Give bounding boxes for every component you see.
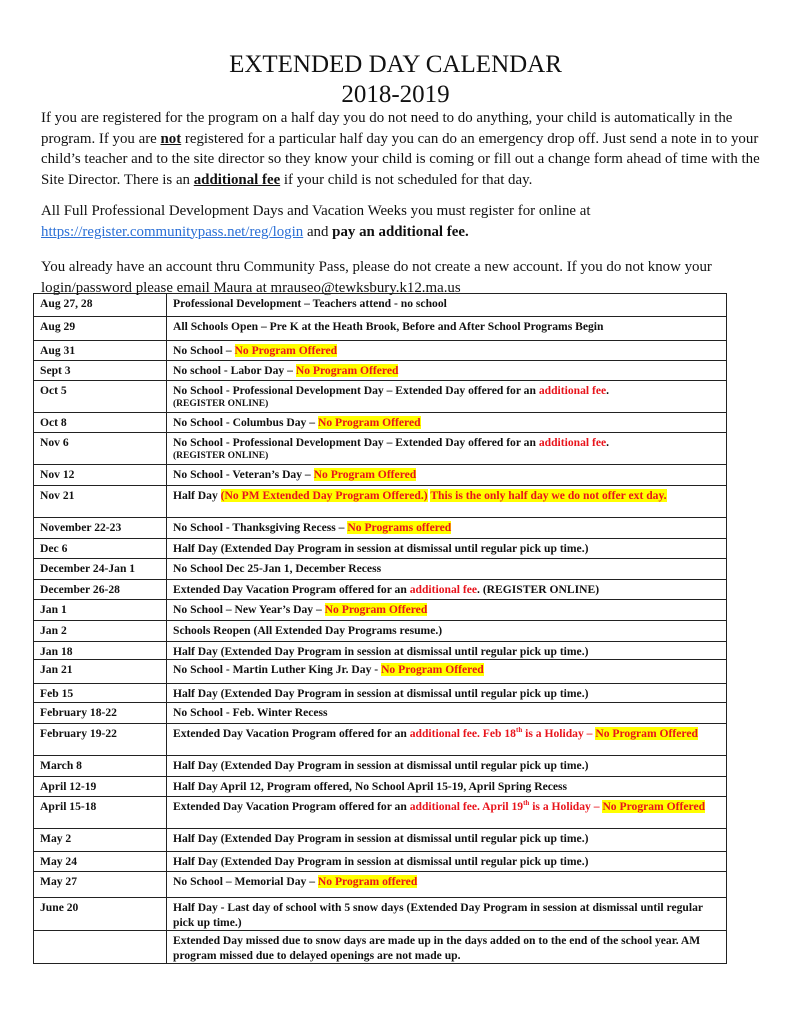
calendar-date: [34, 931, 167, 964]
calendar-row: [34, 931, 727, 964]
calendar-row: [34, 898, 727, 931]
calendar-date: March 8: [34, 756, 167, 777]
calendar-date: Aug 27, 28: [34, 294, 167, 317]
calendar-row: [34, 317, 727, 341]
description-text: No School - Veteran’s Day –: [173, 468, 314, 481]
calendar-date: April 15-18: [34, 797, 167, 829]
description-text: No School Dec 25-Jan 1, December Recess: [173, 562, 382, 575]
calendar-description: [167, 486, 727, 518]
description-text: Half Day April 12, Program offered, No School April 15-19, April Spring Recess: [173, 780, 568, 793]
description-text: No School - Columbus Day –: [173, 416, 318, 429]
calendar-date: Aug 29: [34, 317, 167, 341]
no-program-highlight: No Program Offered: [595, 727, 698, 740]
calendar-row: [34, 580, 727, 600]
fee-notice-text: additional fee: [538, 384, 607, 397]
intro-text: registered for a particular half day you can do an emergency drop off. Just send a note in to your child’s teacher and to the site director so they know your child is coming or fill out a change form ahead of time with the Site Director. There is an: [41, 130, 760, 188]
calendar-description: [167, 518, 727, 539]
calendar-row: [34, 703, 727, 724]
community-pass-link[interactable]: https://register.communitypass.net/reg/login: [41, 223, 304, 240]
calendar-row: [34, 756, 727, 777]
description-text: Half Day (Extended Day Program in session at dismissal until regular pick up time.): [173, 645, 589, 658]
description-text: Schools Reopen (All Extended Day Programs resume.): [173, 624, 443, 637]
calendar-row: [34, 361, 727, 381]
intro-paragraph-account: You already have an account thru Community Pass, please do not create a new account. If you do not know your login/password please email Maura at mrauseo@tewksbury.k12.ma.us: [41, 259, 712, 296]
calendar-date: Nov 21: [34, 486, 167, 518]
no-program-highlight: No Program Offered: [313, 468, 417, 481]
calendar-row: [34, 539, 727, 559]
calendar-date: Jan 1: [34, 600, 167, 621]
fee-notice-text: additional fee: [409, 583, 478, 596]
calendar-row: [34, 413, 727, 433]
calendar-date: December 26-28: [34, 580, 167, 600]
description-text: Half Day (Extended Day Program in session at dismissal until regular pick up time.): [173, 542, 589, 555]
no-program-highlight: No Program Offered: [295, 364, 399, 377]
register-online-note: (REGISTER ONLINE): [173, 399, 269, 409]
calendar-date: April 12-19: [34, 777, 167, 797]
calendar-row: [34, 777, 727, 797]
description-text: No School - Martin Luther King Jr. Day -: [173, 663, 382, 676]
description-text: All Schools Open – Pre K at the Heath Brook, Before and After School Programs Begin: [173, 320, 604, 333]
calendar-description: [167, 381, 727, 413]
no-program-highlight: No Programs offered: [347, 521, 452, 534]
calendar-row: [34, 600, 727, 621]
calendar-description: [167, 829, 727, 852]
intro-text: If you are registered for the program on a half day you do not need to do anything, your child is automatically in the program. If you are: [41, 110, 733, 147]
description-text: No School - Professional Development Day – Extended Day offered for an: [173, 384, 539, 397]
description-text: . (REGISTER ONLINE): [477, 583, 600, 596]
register-online-note: (REGISTER ONLINE): [173, 451, 269, 461]
calendar-date: February 19-22: [34, 724, 167, 756]
description-text: No school - Labor Day –: [173, 364, 296, 377]
calendar-row: [34, 724, 727, 756]
fee-notice-text: th: [523, 799, 530, 808]
calendar-row: [34, 294, 727, 317]
calendar-date: Jan 18: [34, 642, 167, 660]
description-text: Extended Day Vacation Program offered for an: [173, 583, 410, 596]
calendar-row: [34, 621, 727, 642]
description-text: No School – Memorial Day –: [173, 875, 318, 888]
calendar-row: [34, 518, 727, 539]
fee-notice-text: is a Holiday –: [529, 800, 603, 813]
calendar-date: Oct 5: [34, 381, 167, 413]
description-text: Half Day (Extended Day Program in session at dismissal until regular pick up time.): [173, 759, 589, 772]
calendar-date: Aug 31: [34, 341, 167, 361]
calendar-description: [167, 852, 727, 872]
calendar-row: [34, 660, 727, 684]
intro-text: and: [303, 223, 333, 240]
calendar-body: [34, 294, 727, 964]
calendar-description: [167, 433, 727, 465]
page-title: EXTENDED DAY CALENDAR: [229, 51, 562, 78]
no-program-highlight: No Program Offered: [317, 416, 421, 429]
description-text: Extended Day Vacation Program offered for an: [173, 727, 410, 740]
calendar-description: [167, 872, 727, 898]
description-text: Half Day - Last day of school with 5 snow days (Extended Day Program in session at dismissal until regular pick up time.): [173, 901, 703, 929]
description-text: No School – New Year’s Day –: [173, 603, 325, 616]
calendar-date: Nov 6: [34, 433, 167, 465]
no-program-highlight: No Program offered: [317, 875, 418, 888]
description-text: Half Day (Extended Day Program in session at dismissal until regular pick up time.): [173, 687, 589, 700]
calendar-description: [167, 931, 727, 964]
description-text: Professional Development – Teachers attend - no school: [173, 297, 447, 310]
calendar-row: [34, 829, 727, 852]
description-text: No School –: [173, 344, 235, 357]
calendar-row: [34, 341, 727, 361]
calendar-table: [33, 293, 727, 964]
calendar-description: [167, 777, 727, 797]
calendar-description: [167, 756, 727, 777]
calendar-description: [167, 898, 727, 931]
intro-paragraph-half-day: [41, 108, 771, 190]
calendar-description: [167, 600, 727, 621]
no-program-highlight: No Program Offered: [234, 344, 338, 357]
description-text: .: [606, 436, 610, 449]
calendar-description: [167, 621, 727, 642]
fee-notice-text: additional fee: [538, 436, 607, 449]
not-emphasis: not: [160, 130, 182, 147]
calendar-row: [34, 797, 727, 829]
calendar-date: Dec 6: [34, 539, 167, 559]
calendar-date: Jan 21: [34, 660, 167, 684]
calendar-row: [34, 465, 727, 486]
calendar-description: [167, 684, 727, 703]
calendar-description: [167, 317, 727, 341]
calendar-row: [34, 852, 727, 872]
calendar-row: [34, 433, 727, 465]
description-text: Half Day (Extended Day Program in session at dismissal until regular pick up time.): [173, 855, 589, 868]
calendar-description: [167, 660, 727, 684]
calendar-date: May 27: [34, 872, 167, 898]
calendar-description: [167, 703, 727, 724]
calendar-description: [167, 797, 727, 829]
calendar-date: Feb 15: [34, 684, 167, 703]
no-program-highlight: This is the only half day we do not offer ext day.: [430, 489, 667, 502]
calendar-description: [167, 559, 727, 580]
no-program-highlight: No Program Offered: [602, 800, 706, 813]
calendar-date: February 18-22: [34, 703, 167, 724]
calendar-date: November 22-23: [34, 518, 167, 539]
calendar-row: [34, 381, 727, 413]
intro-text: if your child is not scheduled for that day.: [280, 171, 533, 188]
calendar-description: [167, 465, 727, 486]
calendar-date: Jan 2: [34, 621, 167, 642]
description-text: Half Day (Extended Day Program in session at dismissal until regular pick up time.): [173, 832, 589, 845]
calendar-description: [167, 413, 727, 433]
calendar-description: [167, 539, 727, 559]
calendar-description: [167, 294, 727, 317]
description-text: .: [606, 384, 610, 397]
calendar-date: May 2: [34, 829, 167, 852]
calendar-row: [34, 872, 727, 898]
calendar-row: [34, 684, 727, 703]
calendar-row: [34, 486, 727, 518]
calendar-date: December 24-Jan 1: [34, 559, 167, 580]
calendar-row: [34, 559, 727, 580]
calendar-description: [167, 642, 727, 660]
no-program-highlight: (No PM Extended Day Program Offered.): [220, 489, 428, 502]
calendar-date: Nov 12: [34, 465, 167, 486]
additional-fee-emphasis: additional fee: [193, 171, 281, 188]
no-program-highlight: No Program Offered: [324, 603, 428, 616]
calendar-description: [167, 724, 727, 756]
calendar-row: [34, 642, 727, 660]
calendar-date: May 24: [34, 852, 167, 872]
description-text: No School - Thanksgiving Recess –: [173, 521, 348, 534]
fee-notice-text: th: [515, 726, 523, 735]
calendar-date: Oct 8: [34, 413, 167, 433]
description-text: No School - Professional Development Day – Extended Day offered for an: [173, 436, 539, 449]
description-text: No School - Feb. Winter Recess: [173, 706, 328, 719]
fee-notice-text: is a Holiday –: [522, 727, 596, 740]
calendar-description: [167, 361, 727, 381]
intro-paragraph-register: [41, 201, 771, 242]
fee-notice-text: additional fee. Feb 18: [409, 727, 516, 740]
description-text: Extended Day Vacation Program offered for an: [173, 800, 410, 813]
intro-text: All Full Professional Development Days and Vacation Weeks you must register for online at: [41, 203, 591, 219]
calendar-date: June 20: [34, 898, 167, 931]
page-subtitle-year: 2018-2019: [341, 81, 450, 108]
calendar-description: [167, 341, 727, 361]
description-text: Half Day: [173, 489, 221, 502]
no-program-highlight: No Program Offered: [381, 663, 484, 676]
pay-fee-emphasis: pay an additional fee.: [332, 223, 469, 240]
fee-notice-text: additional fee. April 19: [409, 800, 524, 813]
calendar-description: [167, 580, 727, 600]
calendar-date: Sept 3: [34, 361, 167, 381]
description-text: Extended Day missed due to snow days are made up in the days added on to the end of the school year. AM program missed due to delayed openings are not made up.: [173, 934, 701, 962]
